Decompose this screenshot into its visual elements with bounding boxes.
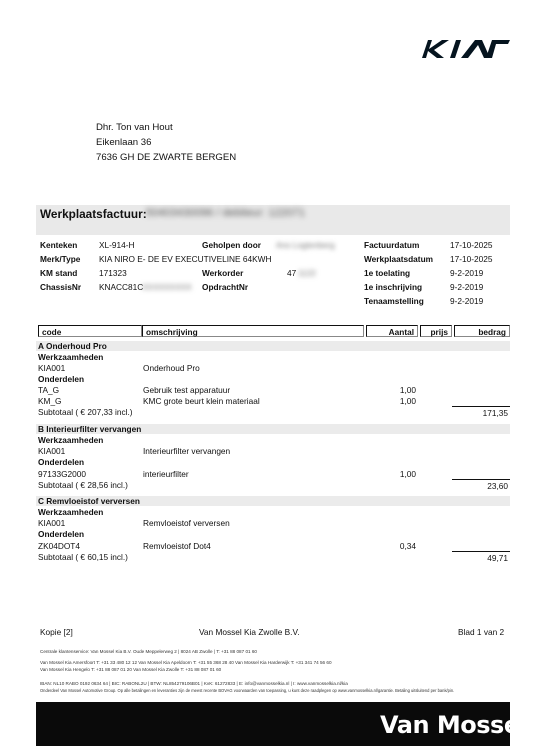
toelating-value: 9-2-2019 [450, 268, 484, 278]
tenaamstelling-value: 9-2-2019 [450, 296, 484, 306]
item-code: TA_G [38, 385, 60, 395]
werkplaatsdatum-value: 17-10-2025 [450, 254, 493, 264]
kenteken-value: XL-914-H [99, 240, 135, 250]
werkplaatsdatum-label: Werkplaatsdatum [364, 254, 434, 264]
van-mossel-logo: Van Mossel [380, 711, 528, 739]
subtotal-amount: 23,60 [487, 481, 508, 491]
item-qty: 1,00 [399, 396, 416, 406]
merk-type-label: Merk/Type [40, 254, 81, 264]
recipient-name: Dhr. Ton van Hout [96, 122, 173, 133]
item-desc: Gebruik test apparatuur [143, 385, 231, 395]
col-code: code [38, 325, 142, 337]
subtotal-amount: 171,35 [482, 408, 508, 418]
kia-logo [420, 38, 512, 60]
parts-label: Onderdelen [38, 457, 85, 467]
werkorder-value-blurred: 1122 [298, 268, 316, 278]
chassis-value-blurred: XXXXXXXXX [142, 282, 192, 292]
table-header [38, 325, 510, 339]
footer-terms-line: Onderdeel Van Mossel Automotive Group. Op alle betalingen en leveranties zijn de meest recente BOVAG voorwaarden van toepassing, u kunt deze raadplegen op www.vanmosselkia.nl/garantie. Betaling uitsluitend per bank/pin. [40, 688, 455, 693]
km-stand-label: KM stand [40, 268, 78, 278]
item-code: 97133G2000 [38, 469, 86, 479]
subtotal-rule [452, 479, 510, 480]
parts-label: Onderdelen [38, 374, 85, 384]
item-desc: Onderhoud Pro [143, 363, 200, 373]
item-desc: interieurfilter [143, 469, 189, 479]
subtotal-rule [452, 551, 510, 552]
subtotal-label: Subtotaal ( € 207,33 incl.) [38, 407, 133, 417]
work-label: Werkzaamheden [38, 507, 104, 517]
subtotal-label: Subtotaal ( € 28,56 incl.) [38, 480, 128, 490]
item-desc: Remvloeistof verversen [143, 518, 230, 528]
invoice-title: Werkplaatsfactuur: [40, 207, 147, 221]
recipient-city: 7636 GH DE ZWARTE BERGEN [96, 152, 237, 163]
section-title: C Remvloeistof verversen [38, 496, 140, 506]
section-title: A Onderhoud Pro [38, 341, 107, 351]
item-code: ZK04DOT4 [38, 541, 80, 551]
copy-label: Kopie [2] [40, 627, 73, 637]
item-code: KIA001 [38, 518, 66, 528]
geholpen-value: Ans Logtenberg [276, 240, 335, 250]
section-band [36, 341, 510, 351]
kenteken-label: Kenteken [40, 240, 78, 250]
item-code: KIA001 [38, 363, 66, 373]
section-title: B Interieurfilter vervangen [38, 424, 142, 434]
item-code: KIA001 [38, 446, 66, 456]
werkorder-value: 47 [287, 268, 297, 278]
footer-company: Van Mossel Kia Zwolle B.V. [199, 627, 300, 637]
item-qty: 1,00 [399, 385, 416, 395]
subtotal-amount: 49,71 [487, 553, 508, 563]
factuurdatum-label: Factuurdatum [364, 240, 420, 250]
subtotal-rule [452, 406, 510, 407]
invoice-number-blurred: 50403430096 / debiteur: 122071 [146, 207, 306, 219]
col-aantal: Aantal [366, 325, 418, 337]
col-prijs: prijs [420, 325, 452, 337]
footer-bank-line: IBAN: NL10 RABO 0192 0634 64 | BIC: RABONL2U | BTW: NL854279106B01 | KvK: 61272833 | E: info@vanmosselkia.nl | I: www.vanmosselkia.nl/kia [40, 681, 348, 686]
work-label: Werkzaamheden [38, 435, 104, 445]
item-desc: Interieurfilter vervangen [143, 446, 231, 456]
subtotal-label: Subtotaal ( € 60,15 incl.) [38, 552, 128, 562]
col-bedrag: bedrag [454, 325, 510, 337]
work-label: Werkzaamheden [38, 352, 104, 362]
item-desc: Remvloeistof Dot4 [143, 541, 211, 551]
item-qty: 0,34 [399, 541, 416, 551]
merk-type-value: KIA NIRO E- DE EV EXECUTIVELINE 64KWH [99, 254, 272, 264]
col-omschrijving: omschrijving [142, 325, 364, 337]
inschrijving-label: 1e inschrijving [364, 282, 423, 292]
factuurdatum-value: 17-10-2025 [450, 240, 493, 250]
chassis-value: KNACC81C [99, 282, 144, 292]
page-indicator: Blad 1 van 2 [458, 627, 505, 637]
item-desc: KMC grote beurt klein materiaal [143, 396, 260, 406]
chassis-label: ChassisNr [40, 282, 82, 292]
item-qty: 1,00 [399, 469, 416, 479]
km-stand-value: 171323 [99, 268, 127, 278]
toelating-label: 1e toelating [364, 268, 411, 278]
footer-branches-line-2: Van Mossel Kia Hengelo T: +31 88 087 01 20 Van Mossel Kia Zwolle T: +31 88 087 01 60 [40, 667, 222, 672]
item-code: KM_G [38, 396, 62, 406]
footer-service-line: Centrale klantenservice: Van Mossel Kia B.V. Oude Meppelerweg 2 | 8024 AB Zwolle | T: +31 88 087 01 60 [40, 649, 257, 654]
werkorder-label: Werkorder [202, 268, 244, 278]
inschrijving-value: 9-2-2019 [450, 282, 484, 292]
opdracht-label: OpdrachtNr [202, 282, 249, 292]
geholpen-label: Geholpen door [202, 240, 261, 250]
recipient-street: Eikenlaan 36 [96, 137, 152, 148]
parts-label: Onderdelen [38, 529, 85, 539]
tenaamstelling-label: Tenaamstelling [364, 296, 424, 306]
footer-branches-line: Van Mossel Kia Amersfoort T: +31 33 480 12 12 Van Mossel Kia Apeldoorn T: +31 55 368 28 40 Van Mossel Kia Harderwijk T: +31 341 74 56 60 [40, 660, 332, 665]
